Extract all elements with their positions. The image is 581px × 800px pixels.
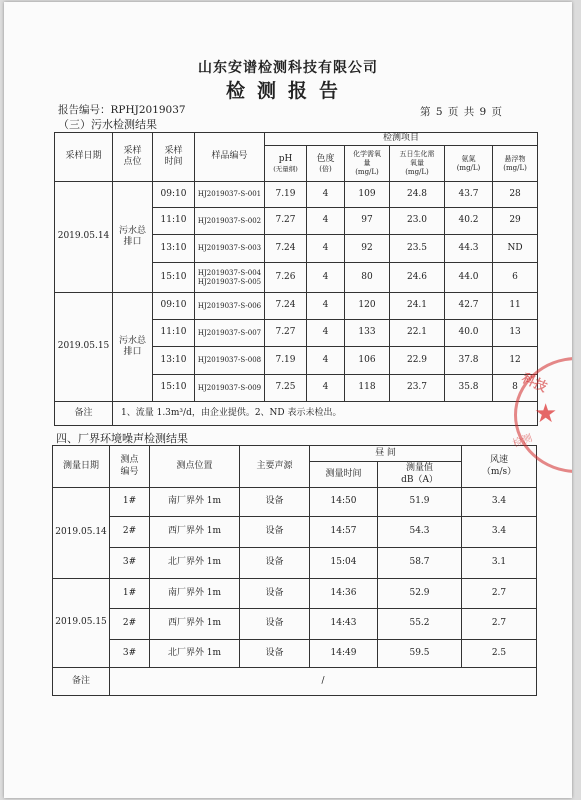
cell-time: 13:10	[153, 235, 195, 263]
cell-ph: 7.27	[265, 208, 307, 235]
report-page	[4, 2, 572, 798]
cell-location: 西厂界外 1m	[150, 609, 240, 640]
water-table	[54, 132, 538, 426]
cell-ss: 6	[493, 263, 538, 293]
cell-cod: 106	[345, 347, 390, 375]
cell-no: 3#	[110, 548, 150, 579]
th-color: 色度 (倍)	[307, 146, 345, 182]
cell-sample: HJ2019037-S-007	[195, 320, 265, 347]
cell-ss: 29	[493, 208, 538, 235]
cell-ph: 7.27	[265, 320, 307, 347]
cell-nh3: 43.7	[445, 182, 493, 208]
th-cod: 化学需氧量 (mg/L)	[345, 146, 390, 182]
cell-color: 4	[307, 320, 345, 347]
cell-time: 11:10	[153, 320, 195, 347]
th-ss: 悬浮物 (mg/L)	[493, 146, 538, 182]
note-row	[55, 402, 538, 426]
cell-ph: 7.26	[265, 263, 307, 293]
table-row	[53, 517, 537, 548]
cell-value: 59.5	[378, 640, 462, 668]
sample-point: 污水总排口	[113, 182, 153, 293]
cell-ph: 7.19	[265, 182, 307, 208]
cell-nh3: 44.3	[445, 235, 493, 263]
cell-ss: 8	[493, 375, 538, 402]
cell-sample: HJ2019037-S-006	[195, 293, 265, 320]
report-title: 检测报告	[225, 80, 350, 102]
note-text: /	[110, 668, 537, 696]
cell-time: 09:10	[153, 182, 195, 208]
table-row	[55, 293, 538, 320]
cell-sample: HJ2019037-S-001	[195, 182, 265, 208]
cell-time: 14:43	[310, 609, 378, 640]
th-wind: 风速 （m/s）	[462, 446, 537, 488]
cell-ss: 13	[493, 320, 538, 347]
th-source: 主要声源	[240, 446, 310, 488]
th-location: 测点位置	[150, 446, 240, 488]
water-section-title: （三）污水检测结果	[58, 118, 157, 131]
cell-nh3: 40.0	[445, 320, 493, 347]
cell-time: 11:10	[153, 208, 195, 235]
th-daytime: 昼 间	[310, 446, 462, 462]
cell-bod: 24.8	[390, 182, 445, 208]
th-nh3: 氨氮 (mg/L)	[445, 146, 493, 182]
seal-text-top: 科技	[519, 371, 550, 396]
cell-value: 55.2	[378, 609, 462, 640]
cell-source: 设备	[240, 640, 310, 668]
cell-value: 52.9	[378, 579, 462, 609]
th-mtime: 测量时间	[310, 462, 378, 488]
cell-bod: 24.6	[390, 263, 445, 293]
cell-location: 北厂界外 1m	[150, 640, 240, 668]
cell-ph: 7.19	[265, 347, 307, 375]
cell-wind: 2.7	[462, 579, 537, 609]
table-row	[53, 488, 537, 517]
cell-no: 1#	[110, 579, 150, 609]
table-row	[53, 640, 537, 668]
sample-date: 2019.05.15	[55, 293, 113, 402]
cell-sample: HJ2019037-S-008	[195, 347, 265, 375]
cell-cod: 80	[345, 263, 390, 293]
cell-ss: 12	[493, 347, 538, 375]
note-row	[53, 668, 537, 696]
cell-color: 4	[307, 208, 345, 235]
cell-time: 15:04	[310, 548, 378, 579]
noise-date: 2019.05.14	[53, 488, 110, 579]
table-row	[53, 548, 537, 579]
cell-nh3: 37.8	[445, 347, 493, 375]
report-number: 报告编号：RPHJ2019037	[58, 104, 186, 116]
cell-time: 14:36	[310, 579, 378, 609]
sample-date: 2019.05.14	[55, 182, 113, 293]
cell-bod: 23.5	[390, 235, 445, 263]
th-point: 采样点位	[113, 133, 153, 182]
cell-sample: HJ2019037-S-004 HJ2019037-S-005	[195, 263, 265, 293]
noise-section-title: 四、厂界环境噪声检测结果	[56, 432, 188, 445]
sample-point: 污水总排口	[113, 293, 153, 402]
cell-ss: ND	[493, 235, 538, 263]
cell-ss: 28	[493, 182, 538, 208]
th-items: 检测项目	[265, 133, 538, 146]
cell-cod: 97	[345, 208, 390, 235]
cell-sample: HJ2019037-S-003	[195, 235, 265, 263]
cell-sample: HJ2019037-S-002	[195, 208, 265, 235]
cell-value: 58.7	[378, 548, 462, 579]
th-bod: 五日生化需氧量 (mg/L)	[390, 146, 445, 182]
th-noise-date: 测量日期	[53, 446, 110, 488]
seal-star-icon: ★	[534, 399, 558, 429]
cell-ph: 7.24	[265, 293, 307, 320]
cell-wind: 3.4	[462, 517, 537, 548]
cell-color: 4	[307, 235, 345, 263]
cell-ph: 7.25	[265, 375, 307, 402]
cell-wind: 2.7	[462, 609, 537, 640]
cell-time: 15:10	[153, 263, 195, 293]
cell-no: 1#	[110, 488, 150, 517]
cell-cod: 133	[345, 320, 390, 347]
cell-location: 南厂界外 1m	[150, 579, 240, 609]
table-row	[53, 579, 537, 609]
cell-nh3: 42.7	[445, 293, 493, 320]
cell-value: 54.3	[378, 517, 462, 548]
cell-color: 4	[307, 375, 345, 402]
th-date: 采样日期	[55, 133, 113, 182]
note-text: 1、流量 1.3m³/d，由企业提供。2、ND 表示未检出。	[113, 402, 538, 426]
cell-time: 09:10	[153, 293, 195, 320]
th-point-no: 测点编号	[110, 446, 150, 488]
cell-bod: 22.1	[390, 320, 445, 347]
cell-nh3: 44.0	[445, 263, 493, 293]
cell-bod: 23.7	[390, 375, 445, 402]
table-row	[55, 182, 538, 208]
noise-date: 2019.05.15	[53, 579, 110, 668]
cell-time: 14:57	[310, 517, 378, 548]
page-info: 第 5 页 共 9 页	[420, 106, 503, 118]
cell-no: 2#	[110, 517, 150, 548]
cell-cod: 92	[345, 235, 390, 263]
company-name: 山东安谱检测科技有限公司	[198, 60, 378, 76]
cell-color: 4	[307, 347, 345, 375]
cell-value: 51.9	[378, 488, 462, 517]
cell-location: 南厂界外 1m	[150, 488, 240, 517]
cell-wind: 3.1	[462, 548, 537, 579]
cell-location: 西厂界外 1m	[150, 517, 240, 548]
cell-source: 设备	[240, 579, 310, 609]
note-label: 备注	[53, 668, 110, 696]
table-row	[53, 609, 537, 640]
cell-time: 14:50	[310, 488, 378, 517]
cell-location: 北厂界外 1m	[150, 548, 240, 579]
cell-bod: 23.0	[390, 208, 445, 235]
cell-color: 4	[307, 293, 345, 320]
cell-time: 13:10	[153, 347, 195, 375]
th-value: 测量值 dB（A）	[378, 462, 462, 488]
cell-time: 15:10	[153, 375, 195, 402]
cell-ph: 7.24	[265, 235, 307, 263]
cell-cod: 109	[345, 182, 390, 208]
cell-bod: 22.9	[390, 347, 445, 375]
cell-nh3: 35.8	[445, 375, 493, 402]
cell-ss: 11	[493, 293, 538, 320]
cell-wind: 2.5	[462, 640, 537, 668]
cell-source: 设备	[240, 548, 310, 579]
cell-nh3: 40.2	[445, 208, 493, 235]
cell-cod: 120	[345, 293, 390, 320]
th-sample-no: 样品编号	[195, 133, 265, 182]
th-ph: pH (无量纲)	[265, 146, 307, 182]
cell-source: 设备	[240, 517, 310, 548]
noise-table	[52, 445, 537, 696]
cell-source: 设备	[240, 488, 310, 517]
cell-cod: 118	[345, 375, 390, 402]
cell-color: 4	[307, 263, 345, 293]
cell-time: 14:49	[310, 640, 378, 668]
cell-no: 2#	[110, 609, 150, 640]
cell-sample: HJ2019037-S-009	[195, 375, 265, 402]
note-label: 备注	[55, 402, 113, 426]
cell-bod: 24.1	[390, 293, 445, 320]
cell-color: 4	[307, 182, 345, 208]
cell-wind: 3.4	[462, 488, 537, 517]
cell-no: 3#	[110, 640, 150, 668]
cell-source: 设备	[240, 609, 310, 640]
seal-text-bottom: 检测	[511, 432, 534, 450]
th-time: 采样时间	[153, 133, 195, 182]
